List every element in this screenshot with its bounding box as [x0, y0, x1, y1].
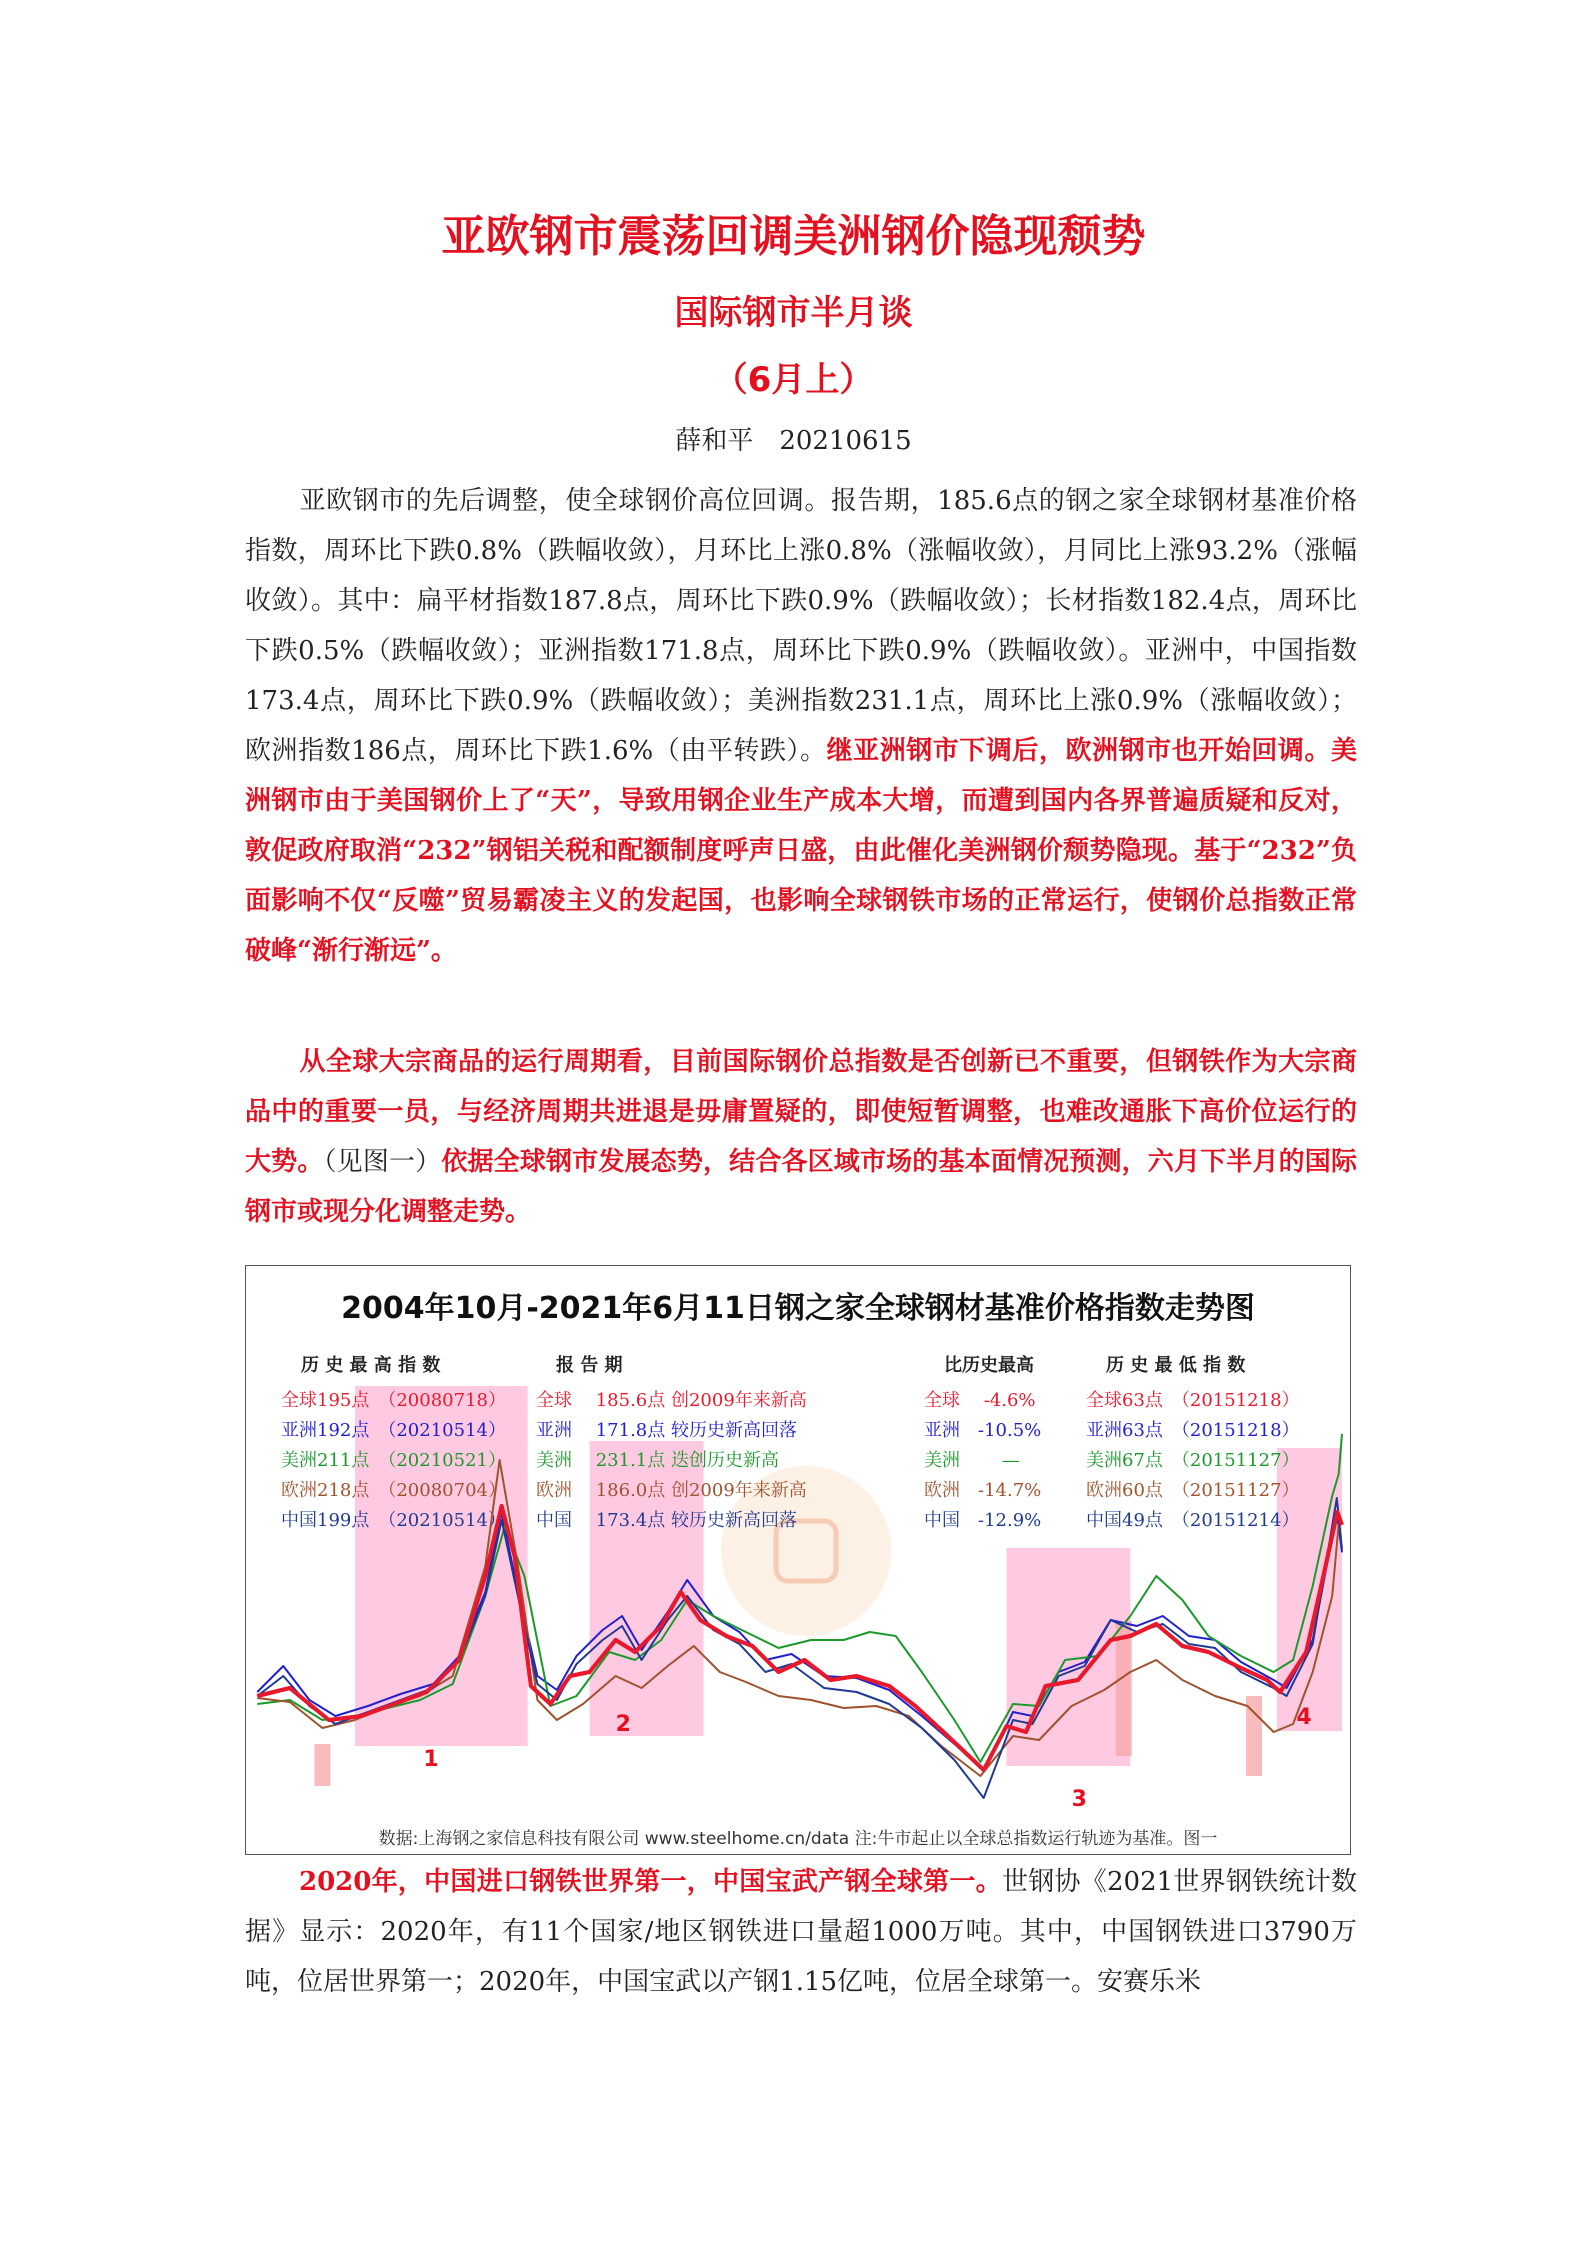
- figure-chart: [245, 1265, 1351, 1855]
- band-label-4: 4: [1296, 1705, 1312, 1730]
- legend-vs-high-2: 亚洲 -10.5%: [924, 1420, 1042, 1441]
- article-title: 亚欧钢市震荡回调美洲钢价隐现颓势: [441, 211, 1146, 262]
- legend-low-5: 中国49点 （20151214）: [1086, 1510, 1300, 1531]
- legend-high-4: 欧洲218点 （20080704）: [281, 1480, 506, 1501]
- paragraph-2-highlight-a: 从全球大宗商品的运行周期看，目前国际钢价总指数是否创新已不重要，但钢铁作为大宗商品中的重要一员，与经济周期共进退是毋庸置疑的，即使短暂调整，也难改通胀下高价位运行的大势。: [245, 1047, 1357, 1177]
- legend-high-1: 全球195点 （20080718）: [281, 1390, 506, 1411]
- chart-source-note: 数据:上海钢之家信息科技有限公司 www.steelhome.cn/data 注:牛市起止以全球总指数运行轨迹为基准。图一: [378, 1829, 1218, 1849]
- paragraph-1-text: 亚欧钢市的先后调整，使全球钢价高位回调。报告期，185.6点的钢之家全球钢材基准价格指数，周环比下跌0.8%（跌幅收敛），月环比上涨0.8%（涨幅收敛），月同比上涨93.2%（涨幅收敛）。其中：扁平材指数187.8点，周环比下跌0.9%（跌幅收敛）；长材指数182.4点，周环比下跌0.5%（跌幅收敛）；亚洲指数171.8点，周环比下跌0.9%（跌幅收敛）。亚洲中，中国指数173.4点，周环比下跌0.9%（跌幅收敛）；美洲指数231.1点，周环比上涨0.9%（涨幅收敛）；欧洲指数186点，周环比下跌1.6%（由平转跌）。: [245, 486, 1357, 766]
- legend-low-2: 亚洲63点 （20151218）: [1086, 1420, 1300, 1441]
- legend-vs-high-4: 欧洲 -14.7%: [924, 1480, 1042, 1501]
- legend-vs-high-5: 中国 -12.9%: [924, 1510, 1042, 1531]
- legend-low-4: 欧洲60点 （20151127）: [1086, 1480, 1300, 1501]
- paragraph-1-highlight: 继亚洲钢市下调后，欧洲钢市也开始回调。美洲钢市由于美国钢价上了“天”，导致用钢企业生产成本大增，而遭到国内各界普遍质疑和反对，敦促政府取消“232”钢铝关税和配额制度呼声日盛，由此催化美洲钢价颓势隐现。基于“232”负面影响不仅“反噬”贸易霸凌主义的发起国，也影响全球钢铁市场的正常运行，使钢价总指数正常破峰“渐行渐远”。: [245, 736, 1357, 966]
- paragraph-3-text: 世钢协《2021世界钢铁统计数据》显示：2020年，有11个国家/地区钢铁进口量超1000万吨。其中，中国钢铁进口3790万吨，位居世界第一；2020年，中国宝武以产钢1.15亿吨，位居全球第一。安赛乐米: [245, 1867, 1357, 1997]
- issue-label: （6月上）: [713, 360, 874, 400]
- index-trend-chart: [246, 1266, 1350, 1854]
- band-marker-2: [1116, 1621, 1132, 1756]
- band-marker-1: [314, 1744, 330, 1786]
- paragraph-3: [245, 1857, 1357, 2007]
- legend-header-1: 历 史 最 高 指 数: [301, 1355, 441, 1376]
- paragraph-2-highlight-b: 依据全球钢市发展态势，结合各区域市场的基本面情况预测，六月下半月的国际钢市或现分化调整走势。: [245, 1147, 1357, 1227]
- legend-current-1: 全球 185.6点 创2009年来新高: [536, 1390, 807, 1411]
- paragraph-2: [245, 1037, 1357, 1237]
- legend-current-3: 美洲 231.1点 迭创历史新高: [536, 1450, 779, 1471]
- band-label-3: 3: [1071, 1787, 1087, 1812]
- legend-vs-high-3: 美洲 —: [924, 1450, 1020, 1471]
- legend-high-2: 亚洲192点 （20210514）: [281, 1420, 506, 1441]
- band-label-1: 1: [423, 1747, 439, 1772]
- legend-header-4: 历 史 最 低 指 数: [1106, 1355, 1246, 1376]
- legend-current-4: 欧洲 186.0点 创2009年来新高: [536, 1480, 807, 1501]
- legend-current-5: 中国 173.4点 较历史新高回落: [536, 1510, 797, 1531]
- paragraph-1: [245, 476, 1357, 976]
- legend-vs-high-1: 全球 -4.6%: [924, 1390, 1036, 1411]
- legend-low-1: 全球63点 （20151218）: [1086, 1390, 1300, 1411]
- article-subtitle: 国际钢市半月谈: [674, 293, 913, 333]
- legend-high-5: 中国199点 （20210514）: [281, 1510, 506, 1531]
- chart-title: 2004年10月-2021年6月11日钢之家全球钢材基准价格指数走势图: [341, 1291, 1255, 1326]
- legend-current-2: 亚洲 171.8点 较历史新高回落: [536, 1420, 797, 1441]
- figure-reference: （见图一）: [323, 1147, 442, 1177]
- legend-header-2: 报 告 期: [556, 1355, 623, 1376]
- legend-low-3: 美洲67点 （20151127）: [1086, 1450, 1300, 1471]
- legend-header-3: 比历史最高: [944, 1355, 1034, 1376]
- band-label-2: 2: [615, 1712, 631, 1737]
- paragraph-3-highlight: 2020年，中国进口钢铁世界第一，中国宝武产钢全球第一。: [299, 1867, 1002, 1897]
- legend-high-3: 美洲211点 （20210521）: [281, 1450, 506, 1471]
- byline: 薛和平 20210615: [675, 426, 912, 456]
